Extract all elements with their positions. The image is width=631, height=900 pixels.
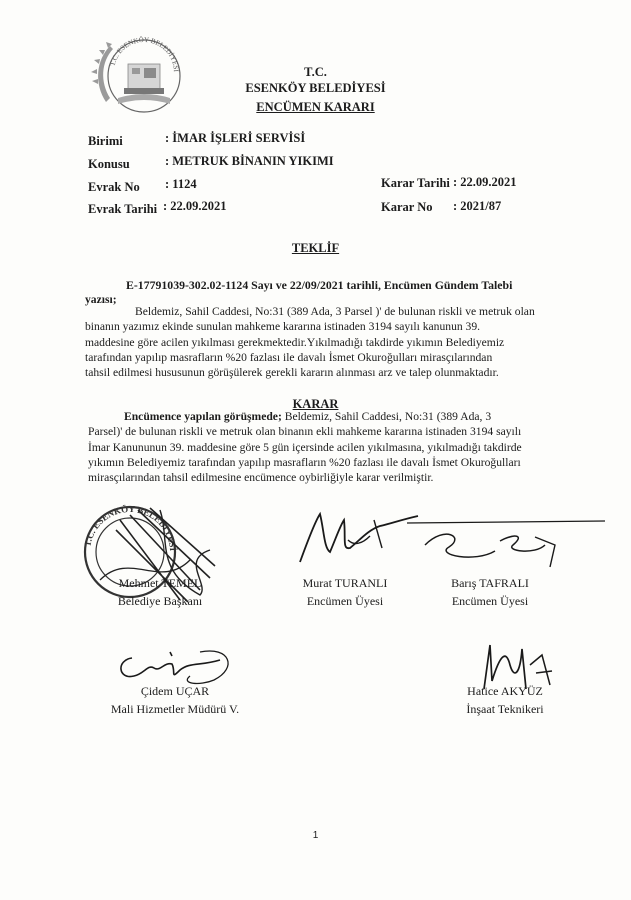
teklif-line: tarafından yapılıp masrafların %20 fazlası ile davalı İsmet Okuroğulları mirasçılarından [85,351,493,364]
evrak-tarihi-value: : 22.09.2021 [163,199,227,213]
signatory-name: Çidem UÇAR [140,684,210,698]
signatory-name: Mehmet TEMEL [118,576,202,590]
karar-first-line-rest: Beldemiz, Sahil Caddesi, No:31 (389 Ada, 3 [281,410,492,423]
signatory-title: Encümen Üyesi [451,594,529,608]
stamp-text: T.C. ESENKÖY BELEDİYESİ [82,503,179,552]
teklif-line: binanın yazımız ekinde sunulan mahkeme kararına istinaden 3194 sayılı kanunun 39. [85,320,481,333]
header-doc-type: ENCÜMEN KARARI [256,100,375,114]
karar-no-label: Karar No [381,200,433,214]
birimi-label: Birimi [88,134,123,148]
karar-no-value: : 2021/87 [453,199,502,213]
header-tc: T.C. [304,65,327,79]
signature-turanli [290,500,420,570]
konusu-label: Konusu [88,157,130,171]
signatory-name: Barış TAFRALI [451,576,529,590]
evrak-tarihi-label: Evrak Tarihi [88,202,158,216]
teklif-reference: E-17791039-302.02-1124 Sayı ve 22/09/2021 tarihli, Encümen Gündem Talebi [126,278,513,292]
karar-line: Parsel)' de bulunan riskli ve metruk olan binanın ekli mahkeme kararına istinaden 3194 sayılı [88,425,522,438]
signature-tafrali [405,515,615,570]
signatory-title: Mali Hizmetler Müdürü V. [110,702,240,716]
signature-ucar [110,640,240,690]
karar-tarihi-label: Karar Tarihi [381,176,450,190]
teklif-title: TEKLİF [291,241,340,255]
karar-lead: Encümence yapılan görüşmede; [124,410,282,423]
konusu-value: : METRUK BİNANIN YIKIMI [165,154,334,168]
signatory-title: Encümen Üyesi [306,594,384,608]
evrak-no-value: : 1124 [165,177,197,191]
karar-line: mirasçılarından tahsil edilmesine encümence oybirliğiyle karar verilmiştir. [88,471,434,484]
karar-first-line [124,410,491,425]
header-municipality: ESENKÖY BELEDİYESİ [245,81,386,95]
signatory-title: Belediye Başkanı [117,594,203,608]
karar-tarihi-value: : 22.09.2021 [453,175,517,189]
teklif-reference-cont: yazısı; [85,293,117,306]
karar-title: KARAR [292,397,339,411]
page-number: 1 [312,830,319,841]
teklif-line: maddesine göre acilen yıkılması gerekmektedir.Yıkılmadığı takdirde yıkımın Belediyemiz [85,336,505,349]
evrak-no-label: Evrak No [88,180,140,194]
teklif-line: Beldemiz, Sahil Caddesi, No:31 (389 Ada, 3 Parsel )' de bulunan riskli ve metruk olan [135,305,535,318]
birimi-value: : İMAR İŞLERİ SERVİSİ [165,131,306,145]
logo-text: T.C. ESENKÖY BELEDİYESİ [108,35,181,73]
official-stamp [60,490,220,610]
signatory-name: Murat TURANLI [302,576,388,590]
teklif-line: tahsil edilmesi hususunun görüşülerek gerekli kararın alınması arz ve talep olunmaktadır. [85,366,499,379]
signatory-name: Hatice AKYÜZ [467,684,543,698]
karar-line: İmar Kanununun 39. maddesine göre 5 gün içersinde acilen yıkılmasına, yıkılmadığı takdirde [88,441,522,454]
signatory-title: İnşaat Teknikeri [466,702,544,716]
karar-line: yıkımın Belediyemiz tarafından yapılıp masrafların %20 fazlası ile davalı İsmet Okuroğulları [88,456,521,469]
